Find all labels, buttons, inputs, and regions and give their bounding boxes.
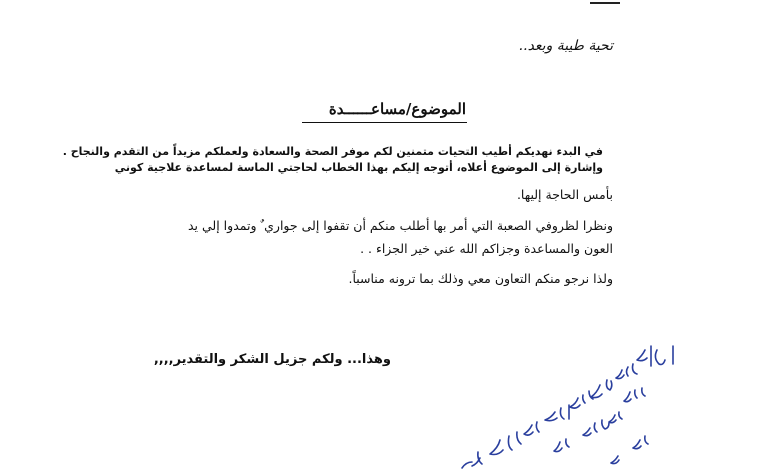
body-line-1: في البدء نهديكم أطيب التحيات متمنين لكم موفر الصحة والسعادة ولعملكم مزيداً من التقدم والنجاح . <box>62 145 603 158</box>
body-line-6: ولذا نرجو منكم التعاون معي وذلك بما ترونه مناسباً. <box>348 271 613 286</box>
subject-underline <box>302 122 467 123</box>
greeting-line: تحية طيبة وبعد.. <box>518 38 613 54</box>
body-line-5: العون والمساعدة وجزاكم الله عني خير الجزاء . . <box>360 241 613 256</box>
top-edge-mark <box>590 0 620 4</box>
handwritten-note-strokes <box>440 330 680 470</box>
handwritten-note <box>440 330 680 470</box>
body-line-4: ونظرا لظروفي الصعبة التي أمر بها أطلب منكم أن تقفوا إلى جواري ٌ وتمدوا إلي يد <box>188 218 613 233</box>
closing-line: وهذا... ولكم جزيل الشكر والتقدير,,,, <box>153 352 391 367</box>
body-line-3: بأمس الحاجة إليها. <box>516 187 613 202</box>
body-line-2: وإشارة إلى الموضوع أعلاه، أتوجه إليكم بهذا الخطاب لحاجتي الماسة لمساعدة علاجية كوني <box>114 161 603 174</box>
subject-heading: الموضوع/مساعــــــدة <box>328 100 466 118</box>
